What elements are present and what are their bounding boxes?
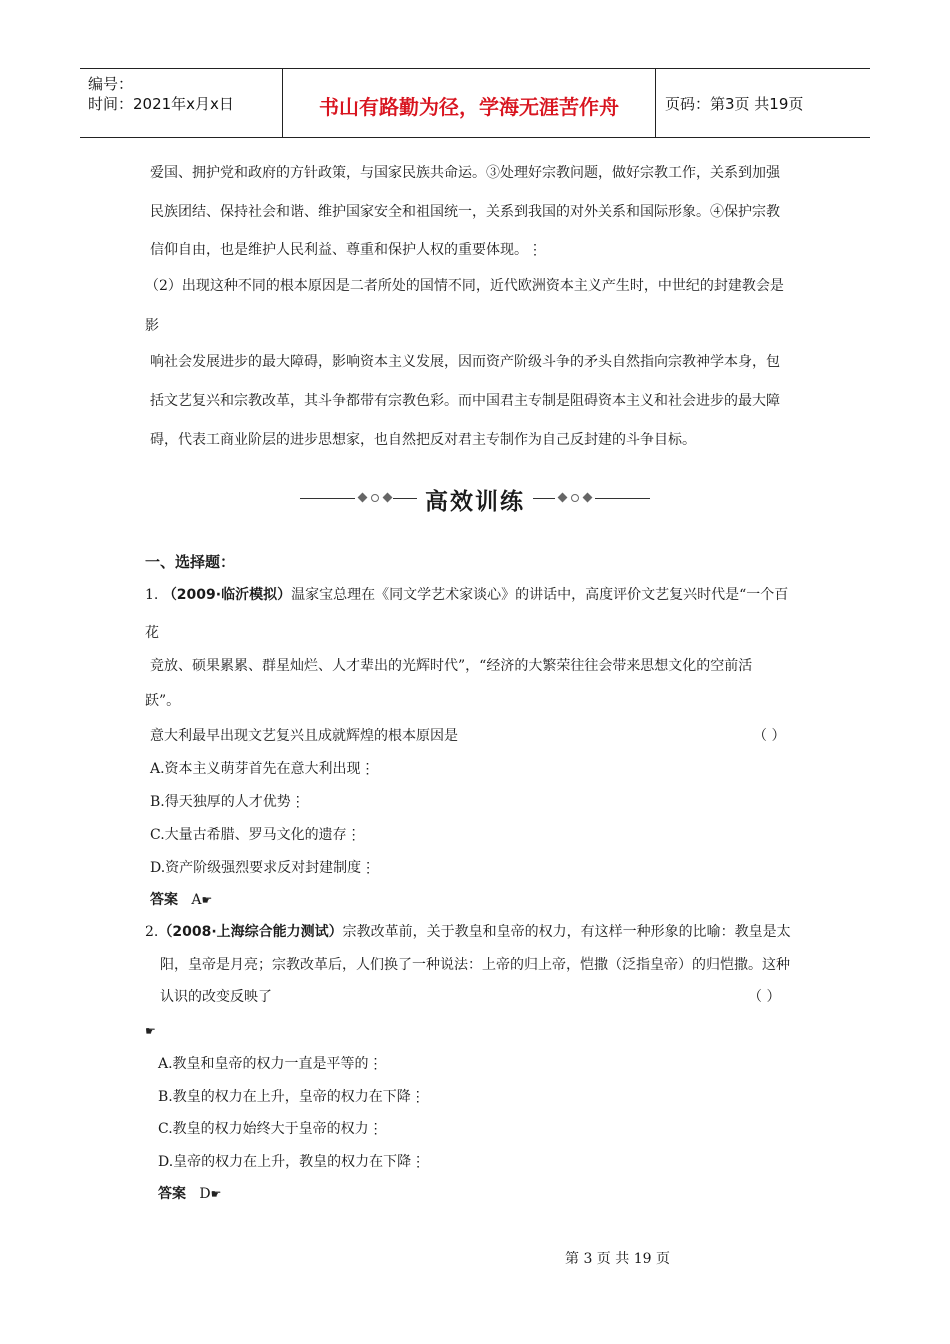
question-number: 2.: [145, 924, 159, 940]
ornament-ring-icon: [571, 494, 579, 502]
ornament-line: [300, 498, 355, 499]
body-line: 碍，代表工商业阶层的进步思想家，也自然把反对君主专制作为自己反封建的斗争目标。: [150, 432, 696, 448]
option-b: B.教皇的权力在上升，皇帝的权力在下降⋮: [158, 1089, 425, 1105]
body-line: （2）出现这种不同的根本原因是二者所处的国情不同，近代欧洲资本主义产生时，中世纪的封建教会是: [145, 278, 784, 294]
ornament-line: [393, 498, 417, 499]
option-b: B.得天独厚的人才优势⋮: [150, 794, 305, 810]
body-line: 响社会发展进步的最大障碍，影响资本主义发展，因而资产阶级斗争的矛头自然指向宗教神学本身，包: [150, 354, 780, 370]
answer-label: 答案: [158, 1186, 186, 1202]
header-divider: [655, 69, 656, 137]
question-1-line: [145, 586, 788, 604]
question-text: 认识的改变反映了: [160, 989, 272, 1005]
option-d: D.皇帝的权力在上升，教皇的权力在下降⋮: [158, 1154, 426, 1170]
ornament-diamond-icon: [358, 493, 368, 503]
question-text: 阳，皇帝是月亮；宗教改革后，人们换了一种说法：上帝的归上帝，恺撒（泛指皇帝）的归恺撒。这种: [160, 957, 790, 973]
question-source: （2008·上海综合能力测试）: [158, 924, 343, 940]
option-d: D.资产阶级强烈要求反对封建制度⋮: [150, 860, 376, 876]
body-line: 影: [145, 318, 159, 334]
body-line: 爱国、拥护党和政府的方针政策，与国家民族共命运。③处理好宗教问题，做好宗教工作，关系到加强: [150, 165, 780, 181]
part-heading: 一、选择题：: [145, 553, 236, 571]
answer-bracket: （ ）: [748, 989, 781, 1005]
ornament-line: [533, 498, 555, 499]
ornament-ring-icon: [371, 494, 379, 502]
option-a: A.资本主义萌芽首先在意大利出现⋮: [150, 761, 375, 777]
answer-line: [158, 1185, 221, 1203]
option-c: C.大量古希腊、罗马文化的遗存⋮: [150, 827, 361, 843]
body-line: 信仰自由，也是维护人民利益、尊重和保护人权的重要体现。⋮: [150, 242, 542, 258]
question-text: 竞放、硕果累累、群星灿烂、人才辈出的光辉时代”，“经济的大繁荣往往会带来思想文化的空前活: [150, 658, 753, 674]
ornament-diamond-icon: [558, 493, 568, 503]
option-c: C.教皇的权力始终大于皇帝的权力⋮: [158, 1121, 383, 1137]
ornament-diamond-icon: [583, 493, 593, 503]
pointing-hand-icon: ☛: [145, 1024, 156, 1038]
section-title: 高效训练: [425, 489, 525, 515]
answer-line: [150, 891, 212, 909]
pointing-hand-icon: ☛: [201, 893, 213, 907]
question-text: 花: [145, 625, 159, 641]
ornament-line: [595, 498, 650, 499]
footer-page-number: 第 3 页 共 19 页: [565, 1251, 670, 1267]
question-number: 1.: [145, 587, 159, 603]
section-title-banner: [300, 483, 650, 515]
header-page-info: 页码：第3页 共19页: [665, 95, 804, 113]
option-a: A.教皇和皇帝的权力一直是平等的⋮: [158, 1056, 383, 1072]
answer-bracket: （ ）: [753, 728, 786, 744]
answer-value: D: [199, 1186, 211, 1202]
answer-value: A: [191, 892, 202, 908]
header-motto: 书山有路勤为径，学海无涯苦作舟: [319, 95, 619, 119]
question-source: （2009·临沂模拟）: [162, 587, 292, 603]
question-text: 意大利最早出现文艺复兴且成就辉煌的根本原因是: [150, 728, 458, 744]
question-text: 温家宝总理在《同文学艺术家谈心》的讲话中，高度评价文艺复兴时代是“一个百: [291, 587, 789, 603]
question-text: 跃”。: [145, 693, 181, 709]
pointing-hand-icon: ☛: [210, 1187, 222, 1201]
ornament-diamond-icon: [383, 493, 393, 503]
document-date: 时间：2021年x月x日: [88, 95, 234, 113]
question-2-line: [145, 923, 791, 941]
body-line: 括文艺复兴和宗教改革，其斗争都带有宗教色彩。而中国君主专制是阻碍资本主义和社会进步的最大障: [150, 393, 780, 409]
body-line: 民族团结、保持社会和谐、维护国家安全和祖国统一，关系到我国的对外关系和国际形象。④保护宗教: [150, 204, 780, 220]
header-table: [80, 68, 870, 138]
answer-label: 答案: [150, 892, 178, 908]
document-code-label: 编号：: [88, 75, 134, 93]
question-text: 宗教改革前，关于教皇和皇帝的权力，有这样一种形象的比喻：教皇是太: [342, 924, 791, 940]
